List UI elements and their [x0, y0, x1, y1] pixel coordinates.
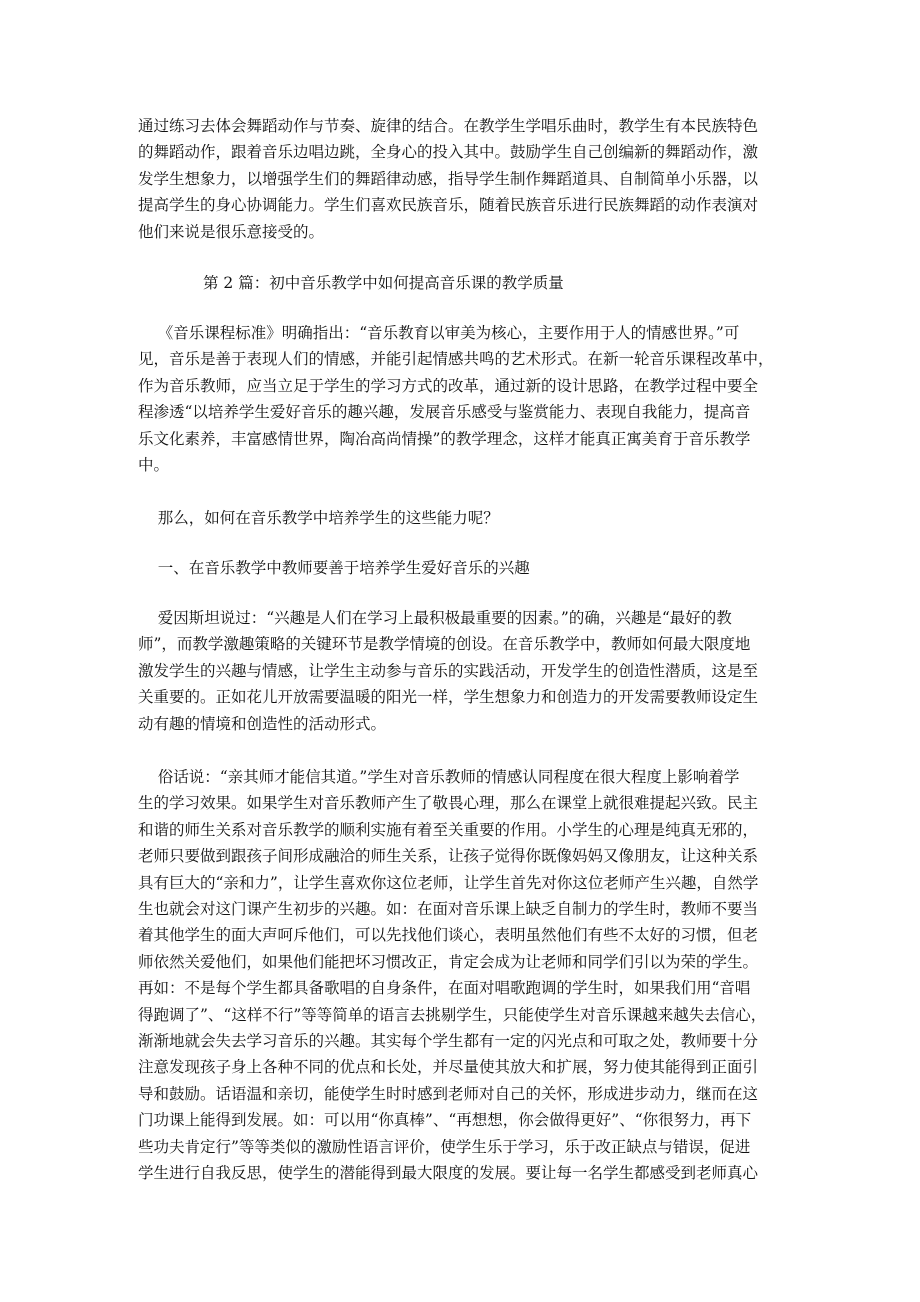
proverb-paragraph: 俗话说：“亲其师才能信其道。”学生对音乐教师的情感认同程度在很大程度上影响着学 生的学习效果。如果学生对音乐教师产生了敬畏心理，那么在课堂上就很难提起兴致。民主 和谐的师生关系对音乐教学的顺利实施有着至关重要的作用。小学生的心理是纯真无邪的， 老师只要做到跟孩子间形成融洽的师生关系，让孩子觉得你既像妈妈又像朋友，让这种关系 具有巨大的“亲和力”，让学生喜欢你这位老师，让学生首先对你这位老师产生兴趣，自然学 生也就会对这门课产生初步的兴趣。如：在面对音乐课上缺乏自制力的学生时，教师不要当 着其他学生的面大声呵斥他们，可以先找他们谈心，表明虽然他们有些不太好的习惯，但老 师依然关爱他们，如果他们能把坏习惯改正，肯定会成为让老师和同学们引以为荣的学生。 再如：不是每个学生都具备歌唱的自身条件，在面对唱歌跑调的学生时，如果我们用“音唱 得跑调了”、“这样不行”等等简单的语言去挑剔学生，只能使学生对音乐课越来越失去信心， 渐渐地就会失去学习音乐的兴趣。其实每个学生都有一定的闪光点和可取之处，教师要十分 注意发现孩子身上各种不同的优点和长处，并尽量使其放大和扩展，努力使其能得到正面引 导和鼓励。话语温和亲切，能使学生时时感到老师对自己的关怀，形成进步动力，继而在这 门功课上能得到发展。如：可以用“你真棒”、“再想想，你会做得更好”、“你很努力，再下 些功夫肯定行”等等类似的激励性语言评价，使学生乐于学习，乐于改正缺点与错误，促进 学生进行自我反思，使学生的潜能得到最大限度的发展。要让每一名学生都感受到老师真心: [138, 768, 767, 1183]
section-title: 第 2 篇：初中音乐教学中如何提高音乐课的教学质量: [203, 274, 564, 292]
subheading: 一、在音乐教学中教师要善于培养学生爱好音乐的兴趣: [138, 559, 530, 577]
einstein-paragraph: 爱因斯坦说过：“兴趣是人们在学习上最积极最重要的因素。”的确，兴趣是“最好的教 师”，而教学激趣策略的关键环节是教学情境的创设。在音乐教学中，教师如何最大限度地 激发学生的兴趣与情感，让学生主动参与音乐的实践活动，开发学生的创造性潜质，这是至 关重要的。正如花儿开放需要温暖的阳光一样，学生想象力和创造力的开发需要教师设定生 动有趣的情境和创造性的活动形式。: [138, 609, 759, 733]
intro-paragraph: 《音乐课程标准》明确指出：“音乐教育以审美为核心，主要作用于人的情感世界。”可 见，音乐是善于表现人们的情感，并能引起情感共鸣的艺术形式。在新一轮音乐课程改革中， 作为音乐教师，应当立足于学生的学习方式的改革，通过新的设计思路，在教学过程中要全 程渗透“以培养学生爱好音乐的趣兴趣，发展音乐感受与鉴赏能力、表现自我能力，提高音 乐文化素养，丰富感情世界，陶冶高尚情操”的教学理念，这样才能真正寓美育于音乐教学 中。: [138, 324, 774, 475]
question-paragraph: 那么，如何在音乐教学中培养学生的这些能力呢？: [138, 509, 499, 527]
continuation-paragraph: 通过练习去体会舞蹈动作与节奏、旋律的结合。在教学生学唱乐曲时，教学生有本民族特色 的舞蹈动作，跟着音乐边唱边跳，全身心的投入其中。鼓励学生自己创编新的舞蹈动作，激 发学生想象力，以增强学生们的舞蹈律动感，指导学生制作舞蹈道具、自制简单小乐器，以 提高学生的身心协调能力。学生们喜欢民族音乐，随着民族音乐进行民族舞蹈的动作表演对 他们来说是很乐意接受的。: [138, 117, 759, 241]
